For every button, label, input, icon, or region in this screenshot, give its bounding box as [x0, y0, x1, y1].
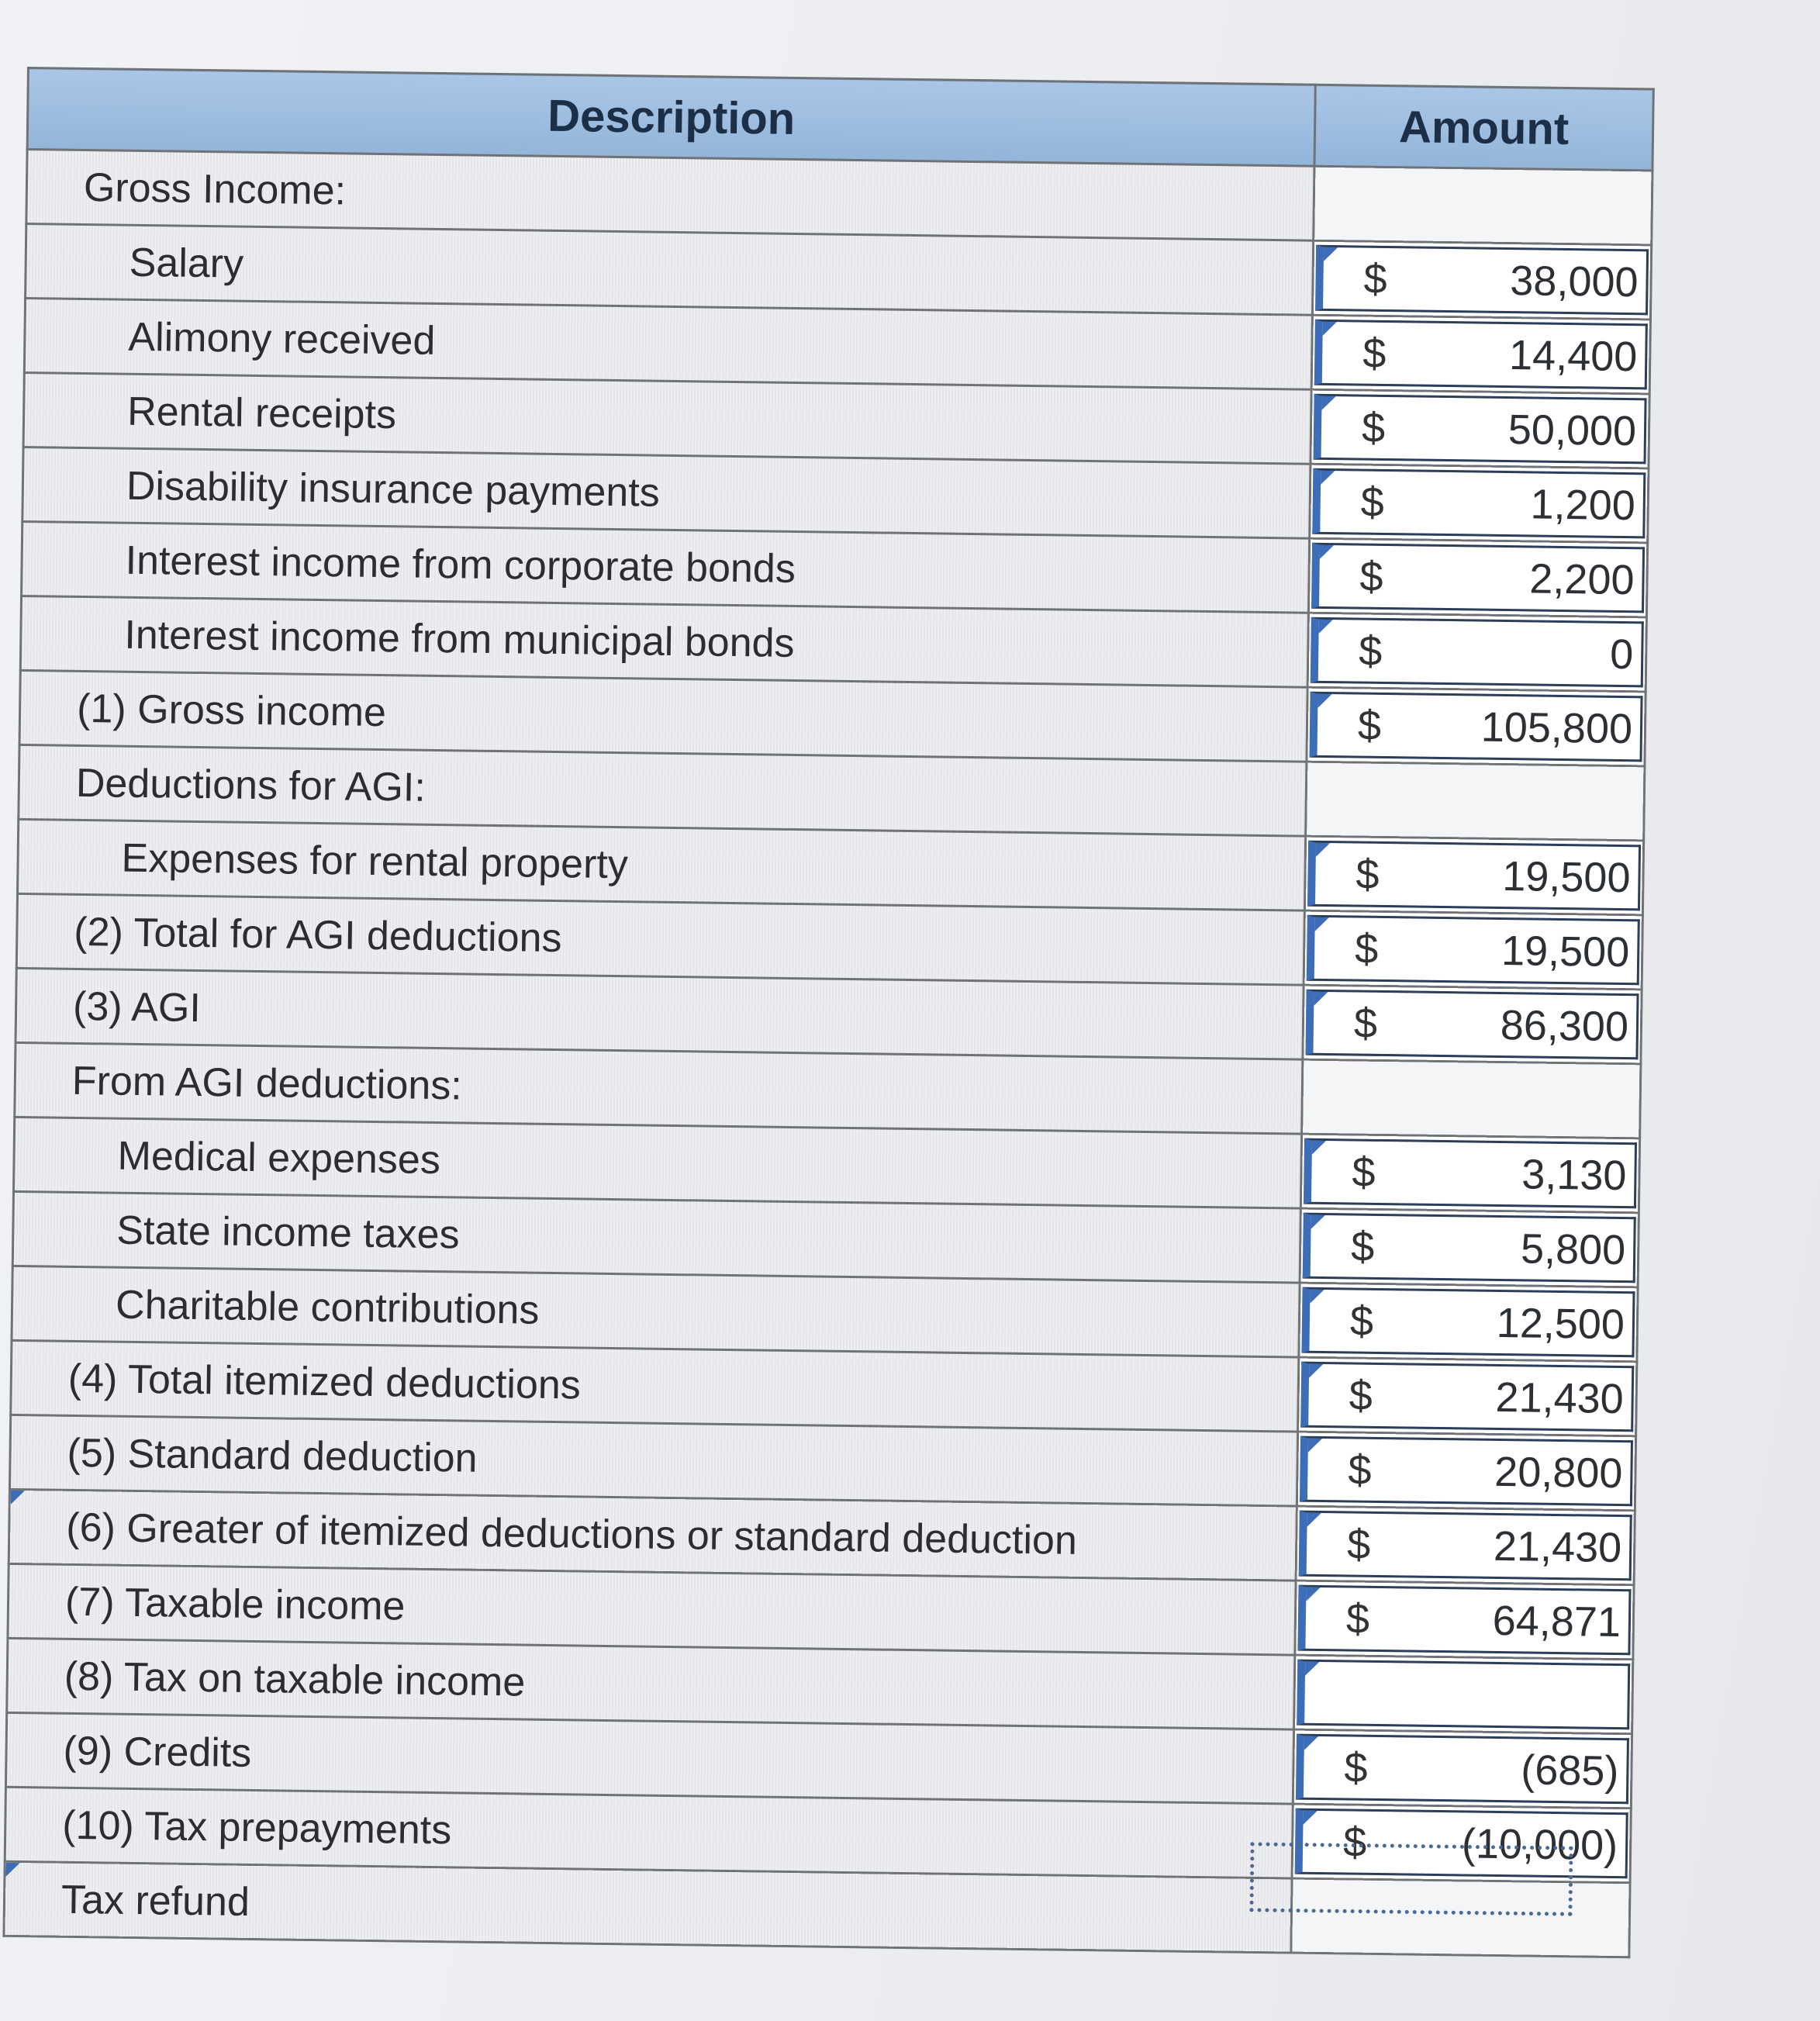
amount-value: 5,800 — [1520, 1225, 1626, 1273]
dollar-sign: $ — [1363, 255, 1388, 302]
cell-flag-icon — [1309, 1364, 1323, 1378]
amount-cell — [1306, 762, 1645, 841]
amount-cell[interactable] — [1304, 910, 1642, 990]
amount-header: Amount — [1314, 85, 1653, 171]
row-label: Tax refund — [60, 1877, 250, 1925]
dollar-sign: $ — [1345, 1594, 1370, 1643]
row-label: (1) Gross income — [76, 686, 387, 735]
row-label: Disability insurance payments — [126, 463, 661, 516]
row-label: (7) Taxable income — [64, 1579, 406, 1629]
cell-flag-icon — [1303, 1811, 1317, 1825]
dollar-sign: $ — [1350, 1222, 1375, 1270]
row-label: Alimony received — [128, 314, 436, 364]
amount-value: 64,871 — [1492, 1597, 1621, 1646]
amount-value: 19,500 — [1501, 927, 1630, 976]
row-label: Expenses for rental property — [121, 835, 629, 887]
tax-calculation-table — [2, 67, 1654, 1958]
cell-flag-icon — [1305, 1662, 1319, 1676]
cell-flag-icon — [1318, 694, 1331, 708]
amount-cell[interactable] — [1293, 1729, 1632, 1809]
amount-value: 2,200 — [1528, 554, 1635, 603]
amount-cell[interactable] — [1311, 389, 1649, 468]
cell-flag-icon — [1307, 1513, 1321, 1527]
row-label: From AGI deductions: — [71, 1058, 463, 1108]
amount-input[interactable] — [1307, 915, 1640, 986]
amount-value: 38,000 — [1509, 257, 1639, 306]
row-label: Deductions for AGI: — [75, 760, 427, 810]
dollar-sign: $ — [1357, 702, 1382, 749]
amount-value: (10,000) — [1461, 1819, 1618, 1869]
amount-input[interactable] — [1301, 1287, 1635, 1358]
row-label: Rental receipts — [126, 389, 397, 437]
amount-value: 1,200 — [1530, 480, 1636, 529]
cell-flag-icon — [1312, 1141, 1326, 1155]
amount-cell[interactable] — [1308, 538, 1647, 617]
amount-input[interactable] — [1312, 468, 1646, 539]
amount-value: 86,300 — [1500, 1001, 1629, 1050]
amount-cell[interactable] — [1295, 1581, 1634, 1660]
dollar-sign: $ — [1361, 404, 1386, 451]
amount-input[interactable] — [1314, 320, 1648, 390]
cell-flag-icon — [1323, 322, 1337, 336]
dollar-sign: $ — [1344, 1743, 1368, 1791]
row-label: (6) Greater of itemized deductions or standard deduction — [65, 1505, 1078, 1563]
dollar-sign: $ — [1346, 1520, 1371, 1568]
amount-cell[interactable] — [1297, 1432, 1635, 1511]
amount-input[interactable] — [1309, 692, 1642, 762]
amount-input[interactable] — [1311, 617, 1644, 688]
row-label: Interest income from corporate bonds — [125, 537, 796, 592]
dollar-sign: $ — [1349, 1297, 1374, 1345]
amount-input[interactable] — [1296, 1734, 1629, 1805]
amount-cell[interactable] — [1296, 1506, 1635, 1585]
description-cell — [4, 1861, 1292, 1953]
amount-cell[interactable] — [1307, 687, 1646, 766]
cell-flag-icon — [1304, 1736, 1318, 1750]
dollar-sign: $ — [1359, 553, 1383, 600]
row-label: Gross Income: — [83, 164, 347, 213]
dollar-sign: $ — [1349, 1371, 1373, 1419]
row-label: (10) Tax prepayments — [61, 1802, 452, 1853]
dollar-sign: $ — [1358, 627, 1383, 675]
dollar-sign: $ — [1352, 1148, 1376, 1196]
row-label: Medical expenses — [117, 1133, 441, 1183]
row-label: (2) Total for AGI deductions — [74, 909, 562, 961]
cell-flag-icon — [1310, 1290, 1324, 1304]
cell-flag-icon — [1321, 396, 1335, 410]
row-label: (5) Standard deduction — [67, 1430, 478, 1481]
dollar-sign: $ — [1342, 1818, 1367, 1866]
amount-value: 0 — [1609, 630, 1634, 678]
dollar-sign: $ — [1356, 851, 1380, 898]
row-label: Interest income from municipal bonds — [124, 612, 795, 666]
amount-cell[interactable] — [1299, 1283, 1638, 1362]
amount-input[interactable] — [1300, 1436, 1633, 1507]
amount-value: 20,800 — [1494, 1448, 1623, 1497]
cell-flag-icon — [1311, 1215, 1325, 1229]
amount-input[interactable] — [1304, 1138, 1637, 1209]
row-label: (3) AGI — [72, 983, 202, 1031]
amount-cell[interactable] — [1307, 613, 1646, 692]
cell-flag-icon — [1308, 1439, 1322, 1453]
cell-flag-icon — [1314, 992, 1328, 1006]
cell-flag-icon — [1306, 1587, 1320, 1601]
dollar-sign: $ — [1348, 1446, 1372, 1494]
amount-value: 21,430 — [1495, 1373, 1625, 1422]
dollar-sign: $ — [1353, 1000, 1378, 1047]
amount-cell — [1302, 1059, 1641, 1138]
amount-cell[interactable] — [1304, 836, 1643, 915]
cell-flag-icon — [1321, 471, 1335, 485]
table-body — [4, 150, 1653, 1957]
amount-cell[interactable] — [1311, 315, 1650, 394]
amount-cell[interactable] — [1294, 1655, 1633, 1734]
amount-value: 21,430 — [1493, 1522, 1622, 1571]
dollar-sign: $ — [1360, 478, 1385, 526]
description-header: Description — [27, 68, 1315, 167]
amount-input[interactable] — [1314, 394, 1647, 465]
row-label: Salary — [129, 240, 244, 287]
dollar-sign: $ — [1362, 330, 1387, 377]
amount-cell[interactable] — [1298, 1357, 1637, 1436]
amount-cell[interactable] — [1303, 985, 1642, 1064]
cell-flag-icon — [1316, 843, 1330, 857]
amount-input[interactable] — [1297, 1585, 1631, 1656]
amount-input[interactable] — [1297, 1660, 1630, 1730]
amount-cell[interactable] — [1300, 1134, 1639, 1213]
amount-cell — [1314, 166, 1653, 245]
row-label: (9) Credits — [63, 1728, 252, 1776]
amount-value: 3,130 — [1521, 1150, 1627, 1199]
amount-value: 12,500 — [1496, 1299, 1625, 1348]
amount-cell[interactable] — [1300, 1208, 1639, 1287]
amount-value: 19,500 — [1501, 852, 1631, 901]
amount-input[interactable] — [1315, 245, 1649, 316]
cell-flag-icon — [1324, 247, 1338, 261]
amount-value: 105,800 — [1480, 703, 1633, 752]
amount-input[interactable] — [1305, 990, 1639, 1060]
row-label: State income taxes — [116, 1207, 460, 1257]
selected-cell-outline[interactable] — [1249, 1842, 1573, 1916]
row-label: Charitable contributions — [115, 1282, 540, 1333]
amount-input[interactable] — [1307, 841, 1641, 911]
amount-value: 50,000 — [1507, 406, 1637, 454]
amount-input[interactable] — [1299, 1511, 1632, 1581]
cell-flag-icon — [1320, 545, 1334, 559]
amount-cell[interactable] — [1310, 464, 1649, 543]
cell-flag-icon — [1315, 917, 1329, 931]
amount-value: (685) — [1520, 1746, 1619, 1795]
amount-cell[interactable] — [1312, 240, 1651, 320]
row-label: (8) Tax on taxable income — [64, 1653, 526, 1705]
amount-value: 14,400 — [1508, 331, 1638, 380]
row-label: (4) Total itemized deductions — [67, 1356, 582, 1408]
dollar-sign: $ — [1354, 925, 1379, 972]
amount-input[interactable] — [1300, 1362, 1634, 1432]
amount-input[interactable] — [1303, 1213, 1636, 1283]
amount-input[interactable] — [1311, 543, 1645, 613]
cell-flag-icon — [1319, 620, 1333, 634]
